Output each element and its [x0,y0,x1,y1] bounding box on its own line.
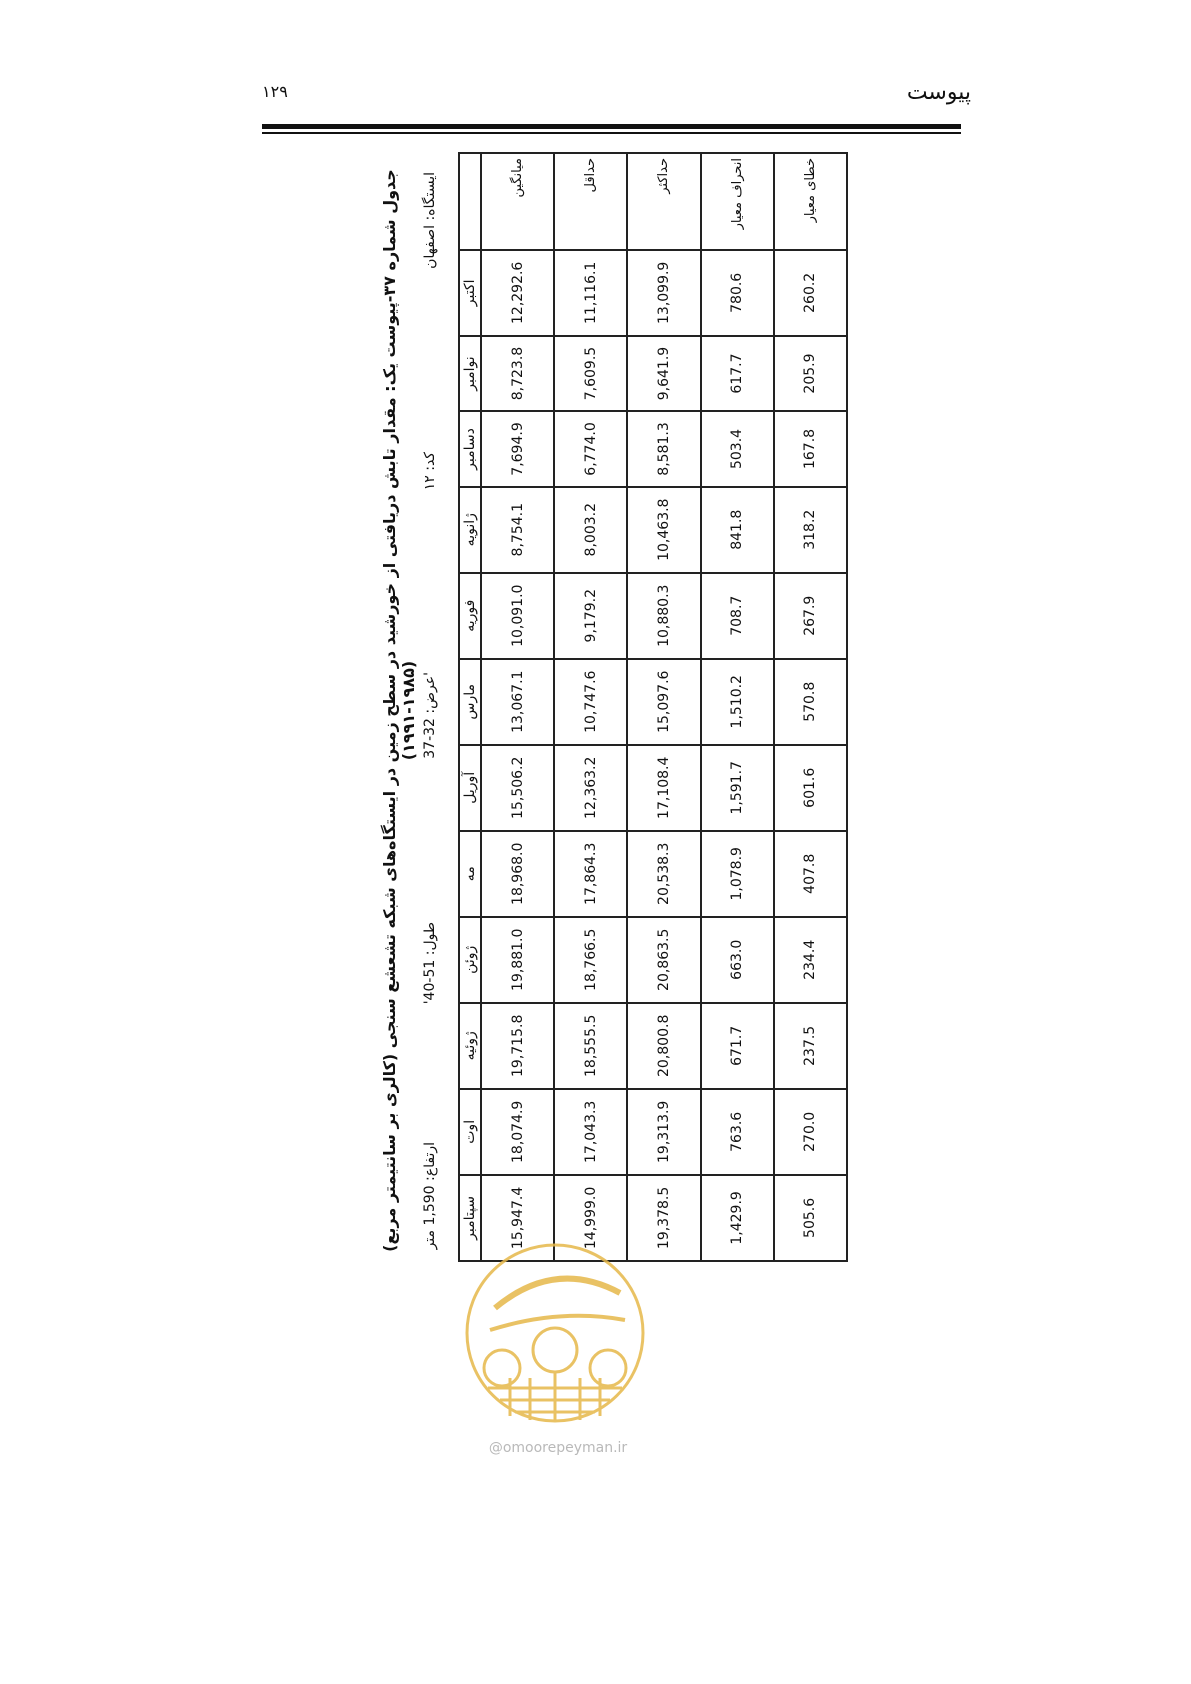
table-cell: 12,292.6 [481,250,554,336]
rotated-table-block [380,152,860,1269]
table-cell: 17,864.3 [554,831,627,917]
column-header: مارس [459,659,481,745]
table-cell: 14,999.0 [554,1175,627,1261]
table-cell: 19,881.0 [481,917,554,1003]
column-header: دسامبر [459,411,481,486]
table-cell: 9,179.2 [554,573,627,659]
table-cell: 1,078.9 [701,831,774,917]
column-header: فوریه [459,573,481,659]
table-cell: 15,947.4 [481,1175,554,1261]
table-cell: 663.0 [701,917,774,1003]
table-cell: 19,313.9 [627,1089,700,1175]
table-cell: 7,694.9 [481,411,554,486]
header-rule-thin [262,132,961,134]
table-cell: 708.7 [701,573,774,659]
table-cell: 8,754.1 [481,487,554,573]
table-cell: 780.6 [701,250,774,336]
table-cell: 17,108.4 [627,745,700,831]
table-cell: 841.8 [701,487,774,573]
table-cell: 1,429.9 [701,1175,774,1261]
row-header: خطای معیار [774,153,847,250]
table-caption: جدول شماره ۳۷-پیوست یک: مقدار تابش دریافتی از خورشید در سطح زمین در ایستگاه‌های شبکه تشعشع سنجی (کالری بر سانتیمتر مربع) (۱۹۸۵-۱۹۹۱) [380,169,418,1252]
table-cell: 18,555.5 [554,1003,627,1089]
table-cell: 267.9 [774,573,847,659]
table-cell: 20,800.8 [627,1003,700,1089]
column-header: مه [459,831,481,917]
table-cell: 237.5 [774,1003,847,1089]
column-header: ژانویه [459,487,481,573]
table-cell: 570.8 [774,659,847,745]
table-cell: 6,774.0 [554,411,627,486]
table-cell: 1,591.7 [701,745,774,831]
table-row [701,153,774,1261]
column-header: آوریل [459,745,481,831]
station-meta [422,152,446,1269]
station-code: کد: ۱۲ [422,452,438,491]
table-cell: 19,378.5 [627,1175,700,1261]
table-cell: 8,003.2 [554,487,627,573]
row-header: حداکثر [627,153,700,250]
table-cell: 7,609.5 [554,336,627,411]
row-header: میانگین [481,153,554,250]
table-cell: 12,363.2 [554,745,627,831]
table-cell: 8,581.3 [627,411,700,486]
table-cell: 318.2 [774,487,847,573]
station-latitude: عرض: 32-37' [422,672,438,759]
table-cell: 18,766.5 [554,917,627,1003]
column-header: نوامبر [459,336,481,411]
column-header: ژوئن [459,917,481,1003]
page-number: ۱۲۹ [262,82,288,101]
table-cell: 671.7 [701,1003,774,1089]
table-cell: 10,091.0 [481,573,554,659]
table-cell: 10,463.8 [627,487,700,573]
table-cell: 8,723.8 [481,336,554,411]
table-cell: 10,747.6 [554,659,627,745]
running-head: پیوست [906,80,971,105]
table-cell: 18,968.0 [481,831,554,917]
table-cell: 205.9 [774,336,847,411]
column-header: سپتامبر [459,1175,481,1261]
table-cell: 20,863.5 [627,917,700,1003]
table-cell: 234.4 [774,917,847,1003]
table-cell: 17,043.3 [554,1089,627,1175]
station-elevation: ارتفاع: 1,590 متر [422,1142,438,1250]
table-cell: 19,715.8 [481,1003,554,1089]
table-cell: 601.6 [774,745,847,831]
table-row [774,153,847,1261]
table-row [627,153,700,1261]
radiation-table [458,152,848,1262]
table-cell: 11,116.1 [554,250,627,336]
table-cell: 18,074.9 [481,1089,554,1175]
table-cell: 260.2 [774,250,847,336]
table-cell: 617.7 [701,336,774,411]
station-name: ایستگاه: اصفهان [422,172,438,269]
column-header: اکتبر [459,250,481,336]
table-cell: 503.4 [701,411,774,486]
table-cell: 20,538.3 [627,831,700,917]
table-cell: 1,510.2 [701,659,774,745]
row-header: حداقل [554,153,627,250]
table-cell: 505.6 [774,1175,847,1261]
table-header-row [459,153,481,1261]
column-header: ژوئیه [459,1003,481,1089]
table-cell: 167.8 [774,411,847,486]
table-cell: 15,097.6 [627,659,700,745]
table-cell: 9,641.9 [627,336,700,411]
header-rule-thick [262,124,961,129]
row-header: انحراف معیار [701,153,774,250]
table-cell: 10,880.3 [627,573,700,659]
station-longitude: طول: 51-40' [422,922,438,1005]
table-cell: 15,506.2 [481,745,554,831]
table-cell: 270.0 [774,1089,847,1175]
watermark-site: @omoorepeyman.ir [488,1440,628,1456]
omoorepeyman-logo [460,1238,650,1428]
column-header: اوت [459,1089,481,1175]
table-cell: 407.8 [774,831,847,917]
table-cell: 13,067.1 [481,659,554,745]
corner-cell [459,153,481,250]
table-row [554,153,627,1261]
table-cell: 13,099.9 [627,250,700,336]
table-row [481,153,554,1261]
table-cell: 763.6 [701,1089,774,1175]
